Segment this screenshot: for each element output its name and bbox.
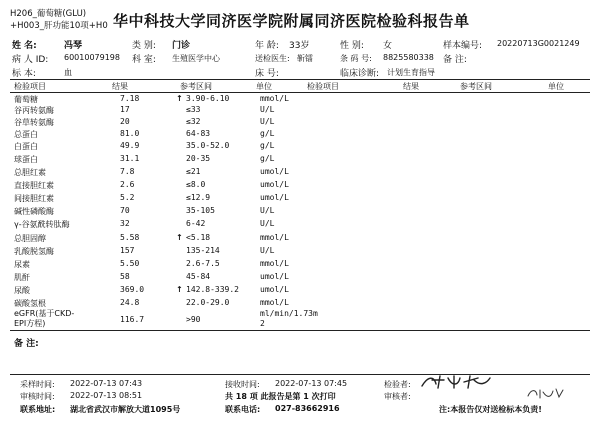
item-value: 31.1	[120, 154, 140, 163]
category-value: 门诊	[172, 41, 191, 51]
item-name: 谷丙转氨酶	[14, 106, 54, 115]
col-item-header-2: 检验项目	[307, 82, 339, 91]
item-value: 369.0	[120, 285, 145, 294]
patient-id-label: 病 人 ID:	[12, 55, 49, 65]
table-row	[14, 117, 304, 128]
item-unit: U/L	[260, 105, 275, 114]
order-code-line: H206_葡萄糖(GLU)	[10, 9, 87, 19]
egfr-unit	[260, 309, 318, 329]
footer-note: 注:本报告仅对送检标本负责!	[439, 405, 542, 414]
barcode-label: 条 码 号:	[340, 54, 372, 63]
patient-name: 冯琴	[64, 41, 83, 51]
divider	[10, 79, 590, 80]
col-ref-header-2: 参考区间	[460, 82, 492, 91]
table-row	[14, 285, 304, 296]
table-row	[14, 129, 304, 140]
table-row	[14, 154, 304, 165]
item-unit: U/L	[260, 117, 275, 126]
table-row	[14, 246, 304, 257]
tester-signature	[418, 374, 494, 390]
phone-value: 027-83662916	[275, 404, 340, 413]
item-unit: umol/L	[260, 272, 289, 281]
item-value: 32	[120, 219, 130, 228]
office-value: 生殖医学中心	[172, 54, 220, 63]
item-name: 肌酐	[14, 273, 30, 282]
item-name: 葡萄糖	[14, 95, 38, 104]
doctor-value: 靳镭	[297, 54, 313, 63]
table-row	[14, 167, 304, 178]
item-ref: <5.18	[186, 233, 211, 242]
table-row	[14, 141, 304, 152]
item-unit: mmol/L	[260, 298, 289, 307]
audit-time-label: 审核时间:	[20, 392, 55, 401]
egfr-unit-sup: 2	[260, 319, 265, 328]
egfr-value: 116.7	[120, 315, 145, 324]
item-value: 58	[120, 272, 130, 281]
egfr-name-line: EPI方程)	[14, 319, 46, 328]
col-ref-header: 参考区间	[180, 82, 212, 91]
item-unit: umol/L	[260, 285, 289, 294]
item-ref: ≤33	[186, 105, 201, 114]
age-value: 33岁	[289, 41, 310, 51]
remark-label: 备 注:	[14, 339, 39, 349]
item-unit: g/L	[260, 129, 275, 138]
item-ref: 20-35	[186, 154, 211, 163]
item-value: 49.9	[120, 141, 140, 150]
item-value: 5.50	[120, 259, 140, 268]
item-name: γ-谷氨酰转肽酶	[14, 220, 70, 229]
office-label: 科 室:	[132, 55, 156, 65]
item-ref: 135-214	[186, 246, 220, 255]
item-value: 7.18	[120, 94, 140, 103]
item-ref: 2.6-7.5	[186, 259, 220, 268]
item-ref: 64-83	[186, 129, 211, 138]
sex-label: 性 别:	[340, 41, 364, 51]
item-name: 尿酸	[14, 286, 30, 295]
item-unit: U/L	[260, 219, 275, 228]
item-ref: 22.0-29.0	[186, 298, 230, 307]
divider	[10, 374, 590, 375]
item-unit: mmol/L	[260, 94, 289, 103]
auditor-signature	[525, 386, 565, 400]
item-name: 尿素	[14, 260, 30, 269]
item-value: 24.8	[120, 298, 140, 307]
table-row	[14, 193, 304, 204]
item-ref: 35.0-52.0	[186, 141, 230, 150]
receive-time-value: 2022-07-13 07:45	[275, 379, 348, 388]
item-ref: 142.8-339.2	[186, 285, 239, 294]
item-unit: mmol/L	[260, 233, 289, 242]
diagnosis-label: 临床诊断:	[340, 69, 380, 79]
item-name: 白蛋白	[14, 142, 38, 151]
remark-label-top: 备 注:	[443, 55, 467, 65]
item-unit: g/L	[260, 154, 275, 163]
egfr-name-line: eGFR(基于CKD-	[14, 309, 75, 318]
phone-label: 联系电话:	[225, 405, 261, 414]
address-label: 联系地址:	[20, 405, 56, 414]
item-ref: 35-105	[186, 206, 215, 215]
item-unit: g/L	[260, 141, 275, 150]
receive-time-label: 接收时间:	[225, 380, 260, 389]
col-item-header: 检验项目	[14, 82, 46, 91]
col-result-header-2: 结果	[403, 82, 419, 91]
table-row	[14, 272, 304, 283]
item-name: 碳酸氢根	[14, 299, 46, 308]
item-ref: 45-84	[186, 272, 211, 281]
item-value: 5.2	[120, 193, 135, 202]
table-row	[14, 180, 304, 191]
col-unit-header: 单位	[256, 82, 272, 91]
item-value: 157	[120, 246, 135, 255]
table-row	[14, 94, 304, 105]
tester-label: 检验者:	[384, 380, 411, 389]
auditor-label: 审核者:	[384, 392, 411, 401]
item-name: 间接胆红素	[14, 194, 54, 203]
item-name: 总蛋白	[14, 130, 38, 139]
doctor-label: 送检医生:	[255, 54, 290, 63]
sex-value: 女	[383, 41, 393, 51]
item-ref: ≤21	[186, 167, 201, 176]
item-name: 乳酸脱氢酶	[14, 247, 54, 256]
name-label: 姓 名:	[12, 41, 37, 51]
barcode-value: 8825580338	[383, 53, 434, 62]
category-label: 类 别:	[132, 41, 156, 51]
item-unit: U/L	[260, 206, 275, 215]
audit-time-value: 2022-07-13 08:51	[70, 391, 143, 400]
item-unit: U/L	[260, 246, 275, 255]
table-row	[14, 259, 304, 270]
patient-id-value: 60010079198	[64, 53, 120, 62]
item-name: 直接胆红素	[14, 181, 54, 190]
col-unit-header-2: 单位	[548, 82, 564, 91]
item-name: 总胆固醇	[14, 234, 46, 243]
table-row	[14, 105, 304, 116]
egfr-name	[14, 309, 74, 329]
collect-time-value: 2022-07-13 07:43	[70, 379, 143, 388]
high-flag-icon: ↑	[176, 233, 183, 242]
item-unit: umol/L	[260, 193, 289, 202]
egfr-unit-line: ml/min/1.73m	[260, 309, 318, 318]
item-name: 总胆红素	[14, 168, 46, 177]
sample-no-value: 20220713G0021249	[497, 39, 580, 48]
item-value: 81.0	[120, 129, 140, 138]
item-value: 20	[120, 117, 130, 126]
item-ref: 3.90-6.10	[186, 94, 230, 103]
item-value: 7.8	[120, 167, 135, 176]
order-codes	[10, 8, 108, 32]
diagnosis-value: 计划生育指导	[387, 68, 435, 77]
item-name: 谷草转氨酶	[14, 118, 54, 127]
report-title: 华中科技大学同济医学院附属同济医院检验科报告单	[113, 12, 470, 30]
item-ref: ≤32	[186, 117, 201, 126]
item-value: 2.6	[120, 180, 135, 189]
item-unit: umol/L	[260, 167, 289, 176]
table-row	[14, 233, 304, 244]
item-unit: mmol/L	[260, 259, 289, 268]
collect-time-label: 采样时间:	[20, 380, 55, 389]
table-row	[14, 219, 304, 230]
item-unit: umol/L	[260, 180, 289, 189]
item-ref: ≤12.9	[186, 193, 211, 202]
egfr-ref: >90	[186, 315, 201, 324]
divider	[10, 330, 590, 331]
sample-no-label: 样本编号:	[443, 41, 483, 51]
address-value: 湖北省武汉市解放大道1095号	[70, 405, 181, 414]
specimen-value: 血	[64, 68, 72, 77]
bed-label: 床 号:	[255, 69, 279, 79]
order-code-line: +H003_肝功能10项+H0	[10, 21, 108, 31]
item-value: 5.58	[120, 233, 140, 242]
divider	[10, 92, 590, 93]
col-result-header: 结果	[112, 82, 128, 91]
item-ref: ≤8.0	[186, 180, 206, 189]
table-row	[14, 298, 304, 309]
item-value: 70	[120, 206, 130, 215]
specimen-label: 标 本:	[12, 69, 36, 79]
table-row	[14, 206, 304, 217]
item-ref: 6-42	[186, 219, 206, 228]
item-name: 球蛋白	[14, 155, 38, 164]
total-items: 共 18 项 此报告是第 1 次打印	[225, 392, 336, 401]
high-flag-icon: ↑	[176, 94, 183, 103]
high-flag-icon: ↑	[176, 285, 183, 294]
item-value: 17	[120, 105, 130, 114]
age-label: 年 龄:	[255, 41, 279, 51]
item-name: 碱性磷酸酶	[14, 207, 54, 216]
